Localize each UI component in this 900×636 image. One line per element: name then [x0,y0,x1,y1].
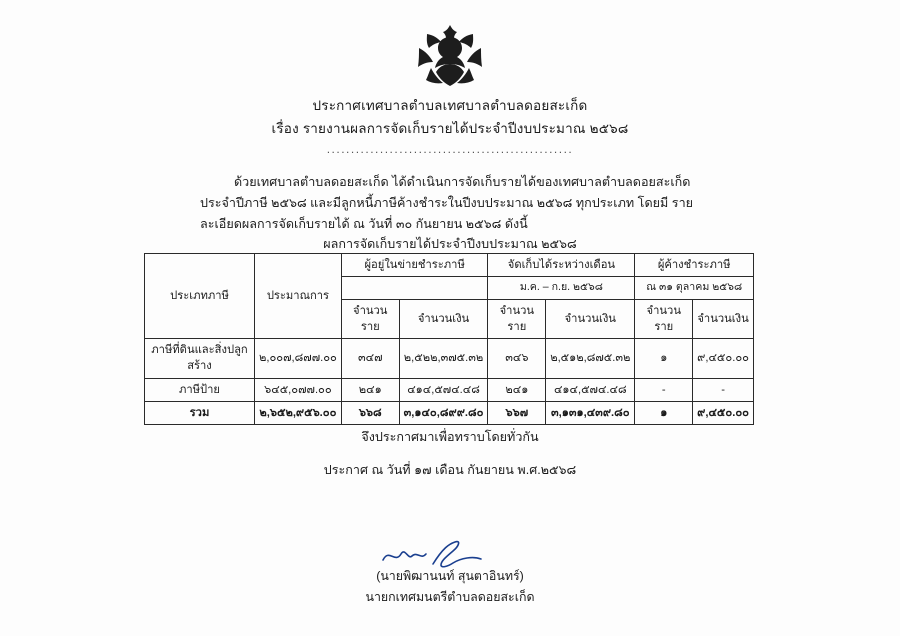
row-1-arrears-amount: - [693,378,754,401]
header-payers-amount: จำนวนเงิน [399,299,488,338]
total-arrears-amount: ๙,๔๕๐.๐๐ [693,401,754,424]
row-0-estimate: ๒,๐๐๗,๘๗๗.๐๐ [254,339,341,378]
table-row [145,378,754,401]
row-1-collected-amount: ๔๑๔,๕๗๔.๔๘ [546,378,635,401]
total-collected-amount: ๓,๑๓๑,๔๓๙.๘๐ [546,401,635,424]
row-0-payers-amount: ๒,๕๒๒,๓๗๕.๓๒ [399,339,488,378]
row-0-arrears-amount: ๙,๔๕๐.๐๐ [693,339,754,378]
body-paragraph [200,172,720,234]
revenue-collection-table [144,253,754,425]
header-group-arrears-sub: ณ ๓๑ ตุลาคม ๒๕๖๘ [635,277,754,299]
table-caption: ผลการจัดเก็บรายได้ประจำปีงบประมาณ ๒๕๖๘ [323,237,577,251]
row-0-collected-amount: ๒,๕๑๒,๘๗๕.๓๒ [546,339,635,378]
header-group-collected-sub: ม.ค. – ก.ย. ๒๕๖๘ [488,277,635,299]
header-collected-count: จำนวนราย [488,299,546,338]
closing-statement: จึงประกาศมาเพื่อทราบโดยทั่วกัน [361,430,539,444]
row-0-collected-count: ๓๔๖ [488,339,546,378]
header-arrears-amount: จำนวนเงิน [693,299,754,338]
row-1-estimate: ๖๔๕,๐๗๗.๐๐ [254,378,341,401]
total-collected-count: ๖๖๗ [488,401,546,424]
title-divider: ................................................... [326,142,574,156]
row-1-collected-count: ๒๔๑ [488,378,546,401]
signatory-name: (นายพิฒานนท์ สุนตาอินทร์) [376,569,524,583]
header-group-arrears: ผู้ค้างชำระภาษี [635,254,754,277]
total-arrears-count: ๑ [635,401,693,424]
total-estimate: ๒,๖๕๒,๙๕๖.๐๐ [254,401,341,424]
table-header-row-1 [145,254,754,277]
header-group-payers: ผู้อยู่ในข่ายชำระภาษี [341,254,488,277]
total-payers-amount: ๓,๑๔๐,๘๙๙.๘๐ [399,401,488,424]
announcement-title-line2: เรื่อง รายงานผลการจัดเก็บรายได้ประจำปีงบประมาณ ๒๕๖๘ [271,121,629,136]
row-0-tax-type: ภาษีที่ดินและสิ่งปลูกสร้าง [145,339,255,378]
row-1-payers-count: ๒๔๑ [341,378,399,401]
signatory-position: นายกเทศมนตรีตำบลดอยสะเก็ด [365,590,535,604]
header-group-collected: จัดเก็บได้ระหว่างเดือน [488,254,635,277]
header-arrears-count: จำนวนราย [635,299,693,338]
header-payers-count: จำนวนราย [341,299,399,338]
row-0-arrears-count: ๑ [635,339,693,378]
table-total-row [145,401,754,424]
total-label: รวม [145,401,255,424]
announcement-title-line1: ประกาศเทศบาลตำบลเทศบาลตำบลดอยสะเก็ด [312,98,588,113]
row-1-arrears-count: - [635,378,693,401]
garuda-emblem [407,22,493,86]
header-collected-amount: จำนวนเงิน [546,299,635,338]
announcement-date: ประกาศ ณ วันที่ ๑๗ เดือน กันยายน พ.ศ.๒๕๖๘ [323,463,577,477]
row-0-payers-count: ๓๔๗ [341,339,399,378]
header-tax-type: ประเภทภาษี [145,254,255,339]
paragraph-text: ด้วยเทศบาลตำบลดอยสะเก็ด ได้ดำเนินการจัดเก็บรายได้ของเทศบาลตำบลดอยสะเก็ด ประจำปีภาษี ๒๕๖๘ และมีลูกหนี้ภาษีค้างชำระในปีงบประมาณ ๒๕๖๘ ทุกประเภท โดยมี รายละเอียดผลการจัดเก็บรายได้ ณ วันที่ ๓๐ กันยายน ๒๕๖๘ ดังนี้ [200,175,694,231]
row-1-payers-amount: ๔๑๔,๕๗๔.๔๘ [399,378,488,401]
total-payers-count: ๖๖๘ [341,401,399,424]
header-group-payers-spacer [341,277,488,299]
table-row [145,339,754,378]
header-estimate: ประมาณการ [254,254,341,339]
row-1-tax-type: ภาษีป้าย [145,378,255,401]
